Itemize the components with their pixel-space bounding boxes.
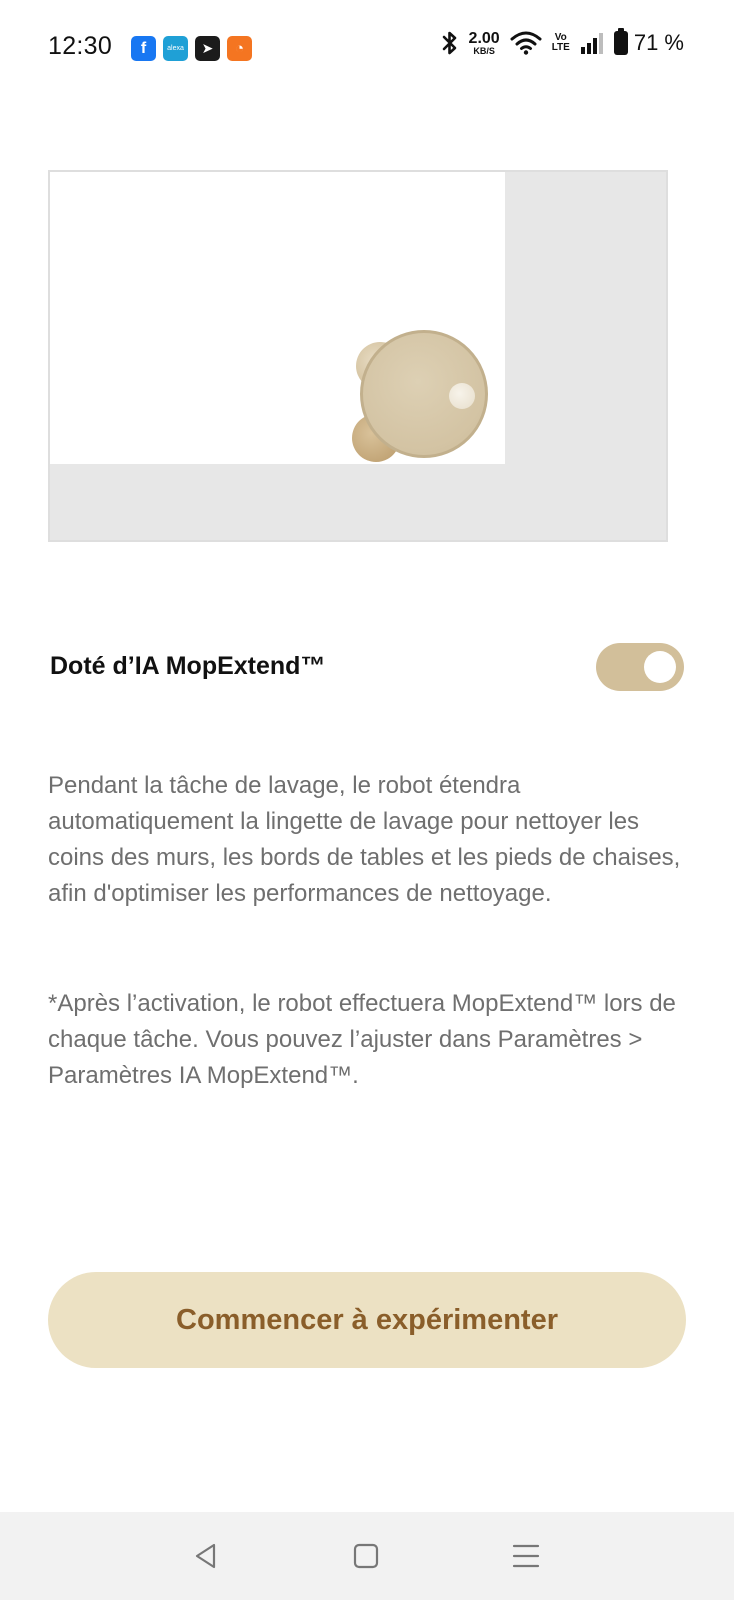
robot-sensor (449, 383, 475, 409)
recents-button[interactable] (506, 1536, 546, 1576)
home-button[interactable] (346, 1536, 386, 1576)
facebook-icon: f (131, 36, 156, 61)
home-icon (352, 1542, 380, 1570)
crunchyroll-icon: ◔ (227, 36, 252, 61)
alexa-icon-label: alexa (167, 45, 184, 52)
volte-bottom: LTE (551, 42, 570, 53)
status-indicators (441, 30, 684, 56)
feature-title: Doté d’IA MopExtend™ (50, 652, 326, 680)
network-speed-value: 2.00 (468, 29, 500, 47)
mopextend-illustration (48, 170, 668, 542)
back-icon (192, 1542, 220, 1570)
recents-icon (512, 1542, 540, 1570)
signal-icon (580, 32, 604, 54)
network-speed-unit: KB/S (473, 45, 495, 56)
status-bar (0, 0, 734, 96)
volte-top: Vo (554, 31, 567, 43)
network-speed (469, 31, 500, 56)
mopextend-toggle[interactable] (596, 643, 684, 691)
back-button[interactable] (186, 1536, 226, 1576)
alexa-icon (163, 36, 188, 61)
system-nav-bar (0, 1512, 734, 1600)
feature-description: Pendant la tâche de lavage, le robot étendra automatiquement la lingette de lavage pour nettoyer les coins des murs, les bords de tables et les pieds de chaises, afin d'optimiser les performances de nettoyage. (48, 772, 681, 907)
bluetooth-icon (441, 30, 459, 56)
battery-icon (614, 31, 628, 55)
robot-vacuum-illustration (352, 330, 492, 470)
volte-indicator (552, 33, 570, 54)
battery-level: 71 % (633, 30, 684, 55)
start-experimenting-button[interactable]: Commencer à expérimenter (48, 1272, 686, 1368)
notification-app-icons (131, 36, 252, 61)
status-time: 12:30 (48, 32, 113, 60)
toggle-knob (644, 651, 676, 683)
robot-body (360, 330, 488, 458)
wifi-icon (510, 31, 542, 55)
feature-note: *Après l’activation, le robot effectuera MopExtend™ lors de chaque tâche. Vous pouvez l’ajuster dans Paramètres > Paramètres IA MopExtend™. (48, 990, 676, 1089)
play-icon: ➤ (195, 36, 220, 61)
